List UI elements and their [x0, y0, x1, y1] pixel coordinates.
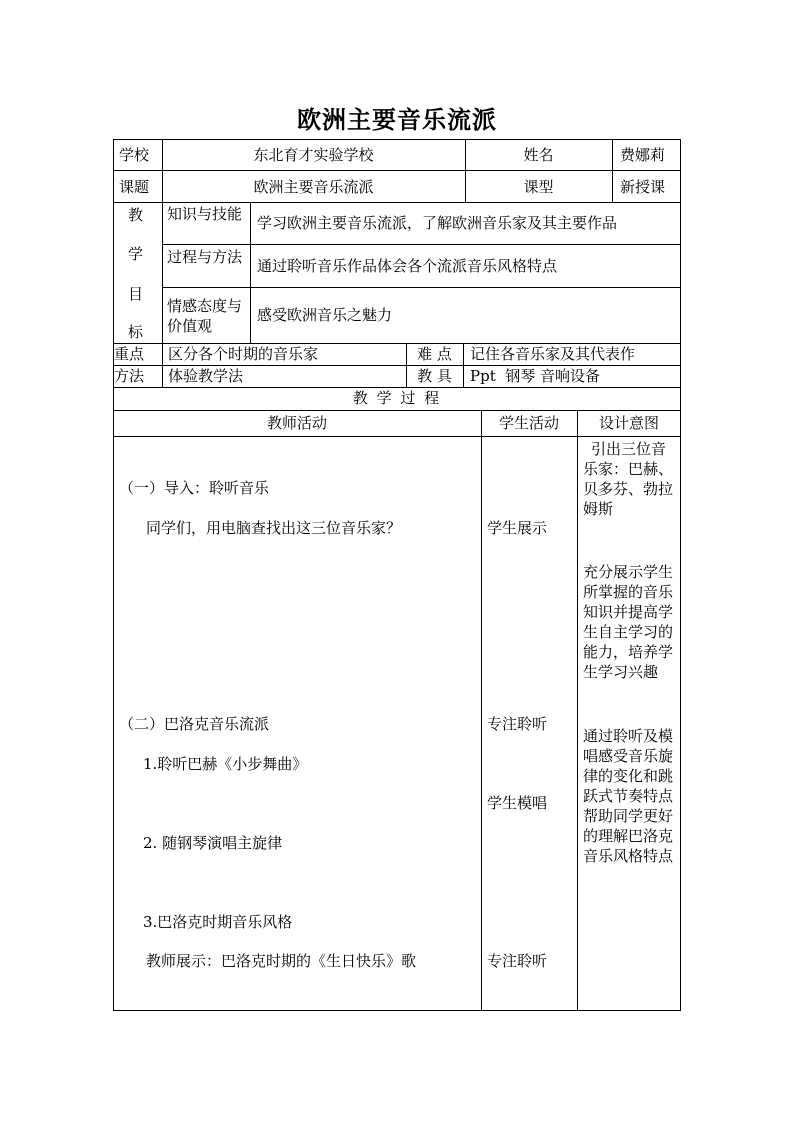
- student-activity: 专注聆听: [487, 715, 548, 733]
- col-divider: [577, 410, 578, 1011]
- student-activity: 学生展示: [487, 519, 548, 537]
- row-divider: [113, 170, 681, 171]
- objective-text: 学习欧洲主要音乐流派，了解欧洲音乐家及其主要作品: [257, 214, 618, 232]
- col-divider: [162, 343, 163, 387]
- topic-value: 欧洲主要音乐流派: [253, 178, 374, 196]
- type-label: 课型: [523, 178, 554, 196]
- student-activity: 专注聆听: [487, 952, 548, 970]
- teacher-column-header: 教师活动: [266, 414, 327, 432]
- type-value: 新授课: [620, 178, 666, 196]
- col-divider: [612, 139, 613, 202]
- page-title: 欧洲主要音乐流派: [297, 105, 497, 134]
- row-divider: [113, 410, 681, 411]
- row-divider: [162, 287, 681, 288]
- tools-label: 教 具: [417, 367, 452, 385]
- teacher-activity: 3.巴洛克时期音乐风格: [143, 913, 293, 931]
- tools-value: Ppt 钢琴 音响设备: [470, 367, 601, 385]
- design-intent: 引出三位音乐家：巴赫、贝多芬、勃拉姆斯: [583, 440, 674, 518]
- difficulty-value: 记住各音乐家及其代表作: [470, 345, 636, 363]
- col-divider: [250, 202, 251, 343]
- design-intent: 通过聆听及模唱感受音乐旋律的变化和跳跃式节奏特点帮助同学更好的理解巴洛克音乐风格特点: [583, 727, 674, 865]
- col-divider: [463, 343, 464, 387]
- objective-text: 感受欧洲音乐之魅力: [257, 306, 393, 324]
- objective-text: 通过聆听音乐作品体会各个流派音乐风格特点: [257, 257, 558, 275]
- objective-label: 知识与技能: [167, 205, 243, 223]
- design-column-header: 设计意图: [598, 414, 659, 432]
- col-divider: [162, 139, 163, 343]
- process-header: 教 学 过 程: [352, 389, 442, 407]
- objective-label: 过程与方法: [167, 248, 243, 266]
- name-value: 费娜莉: [620, 146, 666, 164]
- teacher-activity: 2. 随钢琴演唱主旋律: [143, 834, 283, 852]
- teacher-activity: 教师展示：巴洛克时期的《生日快乐》歌: [146, 952, 417, 970]
- method-label: 方法: [114, 367, 145, 385]
- key-point-label: 重点: [114, 345, 145, 363]
- objective-label: 情感态度与价值观: [167, 297, 243, 335]
- row-divider: [113, 436, 681, 437]
- school-label: 学校: [119, 146, 150, 164]
- row-divider: [113, 202, 681, 203]
- design-intent: 充分展示学生所掌握的音乐知识并提高学生自主学习的能力，培养学生学习兴趣: [583, 563, 674, 681]
- teacher-activity: （二）巴洛克音乐流派: [119, 715, 270, 733]
- teacher-activity: 1.聆听巴赫《小步舞曲》: [143, 755, 308, 773]
- objectives-label-char: 学: [128, 245, 144, 263]
- teacher-activity: 同学们，用电脑查找出这三位音乐家？: [146, 519, 402, 537]
- objectives-label-char: 目: [128, 285, 144, 303]
- objectives-label-char: 标: [128, 323, 144, 341]
- col-divider: [481, 410, 482, 1011]
- objectives-label-char: 教: [128, 206, 144, 224]
- row-divider: [162, 244, 681, 245]
- key-point-value: 区分各个时期的音乐家: [168, 345, 319, 363]
- school-value: 东北育才实验学校: [253, 146, 374, 164]
- student-column-header: 学生活动: [498, 414, 559, 432]
- student-activity: 学生模唱: [487, 794, 548, 812]
- difficulty-label: 难 点: [417, 345, 452, 363]
- teacher-activity: （一）导入：聆听音乐: [119, 479, 270, 497]
- topic-label: 课题: [119, 178, 150, 196]
- method-value: 体验教学法: [168, 367, 244, 385]
- name-label: 姓名: [523, 146, 554, 164]
